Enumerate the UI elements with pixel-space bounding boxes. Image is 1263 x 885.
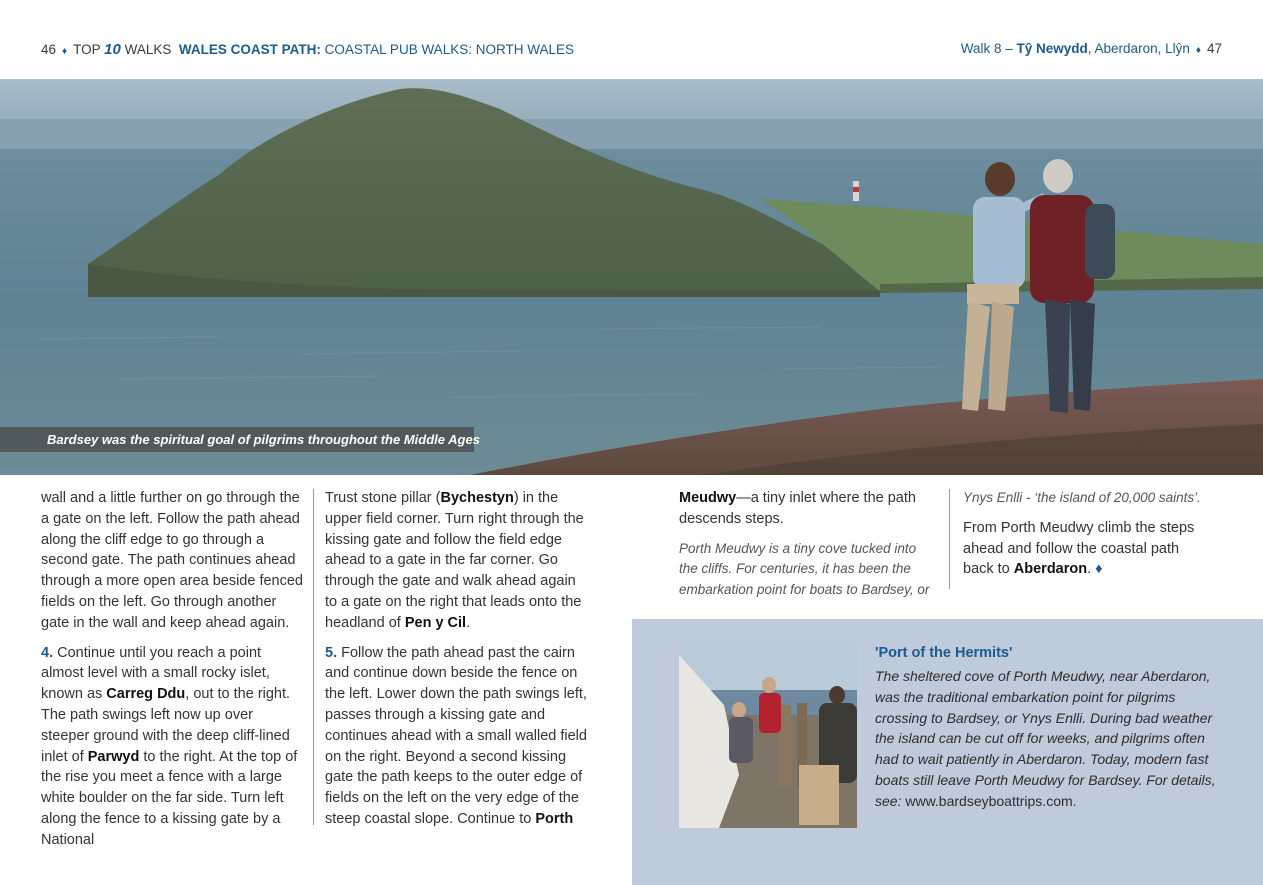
info-box-body: The sheltered cove of Porth Meudwy, near Aberdaron, was the traditional embarkation point for pilgrims crossing to Bardsey, or Ynys Enlli. During bad weather the island can be cut off for weeks, and pilgrims often had to wait patiently in Aberdaron. Today, modern fast boats still leave Porth Meudwy for Bardsey. For details, see: bbox=[875, 668, 1216, 809]
walk-pub-name: Tŷ Newydd bbox=[1016, 41, 1088, 56]
photo-caption: Bardsey was the spiritual goal of pilgrims throughout the Middle Ages bbox=[0, 427, 474, 452]
paragraph-text: —a tiny inlet where the path descends steps. bbox=[679, 490, 916, 527]
porth-meudwy-boat-photo bbox=[679, 645, 857, 828]
bardsey-island-photo bbox=[0, 79, 1263, 475]
series-walks-label: WALKS bbox=[124, 42, 172, 57]
text-column-2 bbox=[325, 488, 587, 839]
place-name: Meudwy bbox=[679, 490, 737, 506]
place-name: Parwyd bbox=[87, 748, 140, 765]
walk-place: , Aberdaron, Llŷn bbox=[1087, 41, 1190, 56]
paragraph bbox=[41, 488, 303, 634]
step-4-paragraph bbox=[41, 643, 303, 851]
place-name: Porth bbox=[535, 810, 574, 827]
paragraph-text: . bbox=[1087, 561, 1092, 578]
diamond-icon: ♦ bbox=[1195, 45, 1201, 56]
paragraph-text: wall and a little further on go through the a gate on the left. Follow the path ahead along the cliff edge to go through a second gate. The path continues ahead through a more open area beside fenced fields on the left. Go through another gate in the wall and keep ahead again. bbox=[41, 490, 303, 631]
text-column-4 bbox=[963, 488, 1213, 589]
place-name: Aberdaron bbox=[1013, 561, 1088, 578]
place-name: Pen y Cil bbox=[404, 614, 467, 631]
page-number-left: 46 bbox=[41, 42, 57, 57]
paragraph-text: , out to the right. The path swings left now up over steeper ground with the deep cliff-lined inlet of bbox=[41, 686, 291, 765]
book-subtitle: COASTAL PUB WALKS: NORTH WALES bbox=[324, 42, 574, 57]
italic-aside: Porth Meudwy is a tiny cove tucked into the cliffs. For centuries, it has been the embarkation point for boats to Bardsey, or bbox=[679, 540, 930, 598]
running-header-right bbox=[961, 41, 1222, 56]
top-ten-logo: 10 bbox=[104, 41, 121, 58]
text-column-3 bbox=[679, 488, 931, 610]
paragraph-text: Follow the path ahead past the cairn and continue down beside the fence on the left. Lower down the path swings left, passes through a kissing gate and continues ahead with a small walled field on the right. Beyond a second kissing gate the path keeps to the outer edge of fields on the left on the very edge of the steep coastal slope. Continue to bbox=[325, 644, 587, 827]
paragraph bbox=[325, 488, 587, 634]
end-diamond-icon: ♦ bbox=[1095, 561, 1103, 578]
paragraph-text: to the right. At the top of the rise you meet a fence with a large white boulder on the far side. Turn left along the fence to a kissing gate by a National bbox=[41, 748, 298, 848]
boat-pilgrims-illustration bbox=[679, 645, 857, 828]
place-name: Bychestyn bbox=[440, 490, 514, 506]
series-top-label: TOP bbox=[73, 42, 101, 57]
running-header-left bbox=[41, 41, 574, 58]
walk-label: Walk 8 – bbox=[960, 41, 1013, 56]
paragraph-text: Trust stone pillar ( bbox=[325, 490, 441, 506]
bardsey-island-illustration bbox=[0, 79, 1263, 475]
place-name: Carreg Ddu bbox=[106, 686, 186, 703]
paragraph-text: ) in the upper field corner. Turn right through the kissing gate and follow the field edge ahead to a gate in the far corner. Go through the gate and walk ahead again to a gate on the right that leads onto the headland of bbox=[325, 490, 584, 631]
paragraph bbox=[963, 518, 1213, 580]
column-divider bbox=[313, 489, 314, 825]
info-box-text bbox=[875, 666, 1220, 812]
text-column-1 bbox=[41, 488, 303, 860]
page-number-right: 47 bbox=[1206, 41, 1222, 56]
info-box-title: 'Port of the Hermits' bbox=[875, 645, 1013, 661]
paragraph-text: Continue until you reach a point almost level with a small rocky islet, known as bbox=[41, 644, 270, 703]
step-5-paragraph bbox=[325, 643, 587, 830]
italic-aside: Ynys Enlli - ‘the island of 20,000 saints’. bbox=[963, 490, 1201, 505]
step-number: 5. bbox=[325, 644, 338, 661]
website-link[interactable]: www.bardseyboattrips.com. bbox=[905, 792, 1077, 809]
step-number: 4. bbox=[41, 644, 54, 661]
paragraph-text: From Porth Meudwy climb the steps ahead and follow the coastal path back to bbox=[963, 519, 1195, 578]
diamond-icon: ♦ bbox=[62, 46, 68, 57]
paragraph bbox=[679, 488, 931, 530]
book-series-title: WALES COAST PATH: bbox=[178, 42, 321, 57]
paragraph-text: . bbox=[466, 614, 471, 631]
column-divider bbox=[949, 489, 950, 589]
